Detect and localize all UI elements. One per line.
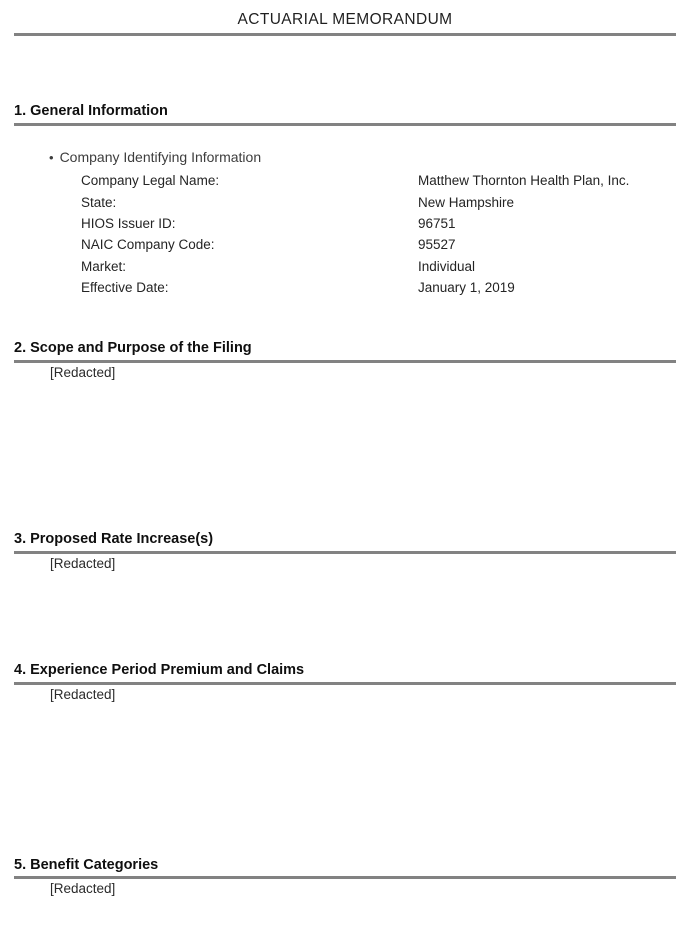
section-2-redacted-body: [Redacted]	[50, 365, 116, 380]
section-3-divider	[14, 551, 676, 554]
section-heading-benefit-categories: 5. Benefit Categories	[14, 857, 159, 873]
field-label: Company Legal Name:	[81, 173, 220, 189]
section-5-redacted-body: [Redacted]	[50, 881, 116, 896]
company-identifying-information-item	[49, 149, 261, 165]
section-3-redacted-body: [Redacted]	[50, 556, 116, 571]
section-heading-scope-and-purpose: 2. Scope and Purpose of the Filing	[14, 340, 252, 356]
field-value: 95527	[418, 237, 456, 253]
section-4-divider	[14, 682, 676, 685]
document-title: ACTUARIAL MEMORANDUM	[237, 11, 453, 28]
title-divider	[14, 33, 676, 36]
field-row-effective-date	[0, 277, 690, 298]
field-label: State:	[81, 194, 117, 210]
field-row-hios-issuer-id	[0, 213, 690, 234]
field-label: NAIC Company Code:	[81, 237, 215, 253]
field-value: Individual	[418, 258, 476, 274]
section-heading-general-information: 1. General Information	[14, 103, 168, 119]
field-label: Market:	[81, 258, 127, 274]
section-2-divider	[14, 360, 676, 363]
field-row-naic-company-code	[0, 234, 690, 255]
field-value: Matthew Thornton Health Plan, Inc.	[418, 173, 630, 189]
field-row-company-legal-name	[0, 170, 690, 191]
section-5-divider	[14, 876, 676, 879]
field-value: New Hampshire	[418, 194, 515, 210]
bullet-icon: •	[49, 150, 54, 165]
field-row-state	[0, 191, 690, 212]
section-1-divider	[14, 123, 676, 126]
section-heading-experience-period-premium-claims: 4. Experience Period Premium and Claims	[14, 662, 305, 678]
field-row-market	[0, 256, 690, 277]
field-label: Effective Date:	[81, 280, 169, 296]
field-value: 96751	[418, 215, 456, 231]
section-heading-proposed-rate-increases: 3. Proposed Rate Increase(s)	[14, 531, 214, 547]
field-value: January 1, 2019	[418, 280, 515, 296]
field-label: HIOS Issuer ID:	[81, 215, 176, 231]
company-fields-list	[0, 170, 690, 298]
section-4-redacted-body: [Redacted]	[50, 687, 116, 702]
company-identifying-information-label: Company Identifying Information	[59, 149, 262, 165]
